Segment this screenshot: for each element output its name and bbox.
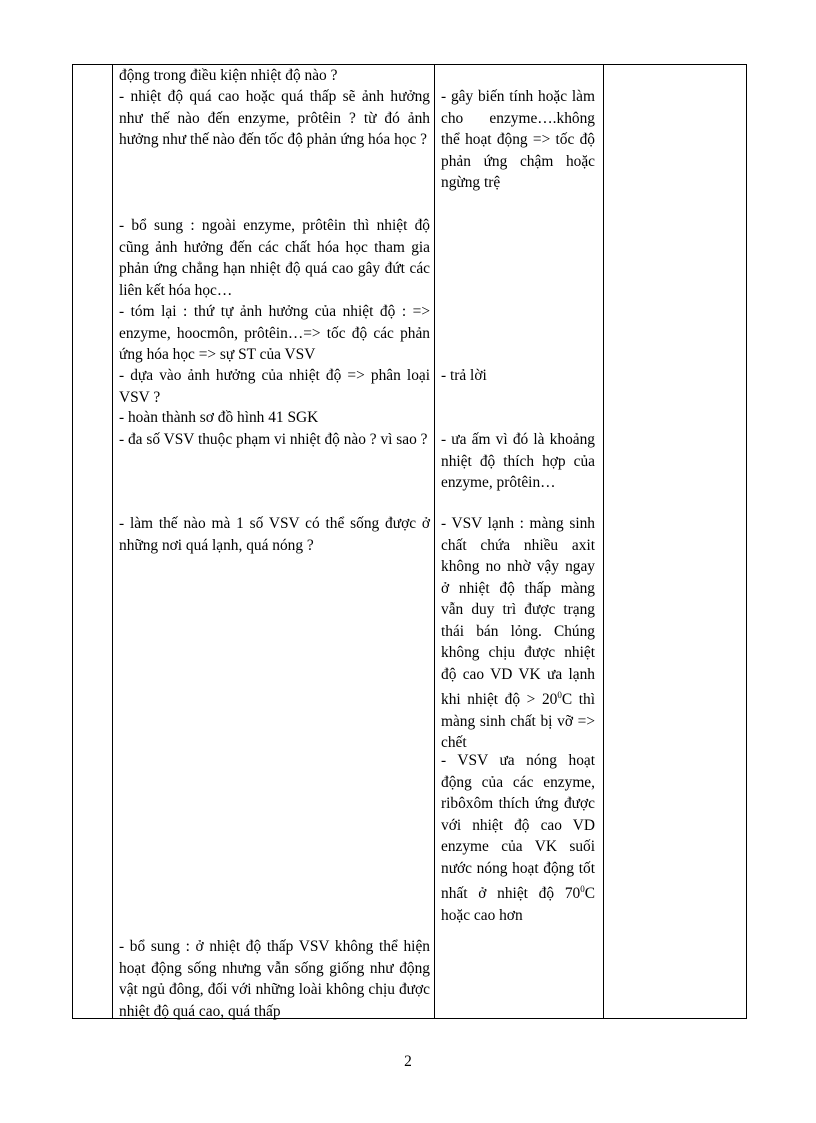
column-divider-3 <box>603 65 604 1018</box>
teacher-activity-column <box>119 65 430 1018</box>
page-number: 2 <box>404 1053 412 1070</box>
question-extreme-temperatures: - làm thế nào mà 1 số VSV có thể sống được ở những nơi quá lạnh, quá nóng ? <box>119 515 430 554</box>
answer-reply: - trả lời <box>441 367 487 384</box>
question-classify-vsv: - dựa vào ảnh hưởng của nhiệt độ => phân loại VSV ? <box>119 367 430 406</box>
answer-denaturation: - gây biến tính hoặc làm cho enzyme….không thể hoạt động => tốc độ phản ứng chậm hoặc ngừng trệ <box>441 88 595 191</box>
answer-psychrophile <box>441 513 595 754</box>
summary-temperature-effects: - tóm lại : thứ tự ảnh hưởng của nhiệt độ : => enzyme, hoocmôn, prôtêin…=> tốc độ các phản ứng hóa học => sự ST của VSV <box>119 303 430 363</box>
thermophile-text: - VSV ưa nóng hoạt động của các enzyme, ribôxôm thích ứng được với nhiệt độ cao VD enzyme của VK suối nước nóng hoạt động tốt nhất ở nhiệt độ 70 <box>441 752 595 902</box>
student-activity-column <box>441 65 595 1018</box>
degree-superscript: 0 <box>557 690 562 700</box>
column-divider-2 <box>434 65 435 1018</box>
column-divider-1 <box>112 65 113 1018</box>
answer-thermophile <box>441 750 595 926</box>
supplement-hibernation: - bổ sung : ở nhiệt độ thấp VSV không thể hiện hoạt động sống nhưng vẫn sống giống như động vật ngủ đông, đối với những loài không chịu được nhiệt độ quá cao, quá thấp <box>119 938 430 1020</box>
task-complete-diagram: - hoàn thành sơ đồ hình 41 SGK <box>119 409 319 426</box>
psychrophile-text-tail: C thì màng sinh chất bị vỡ => chết <box>441 691 595 751</box>
question-temperature-condition: động trong điều kiện nhiệt độ nào ? <box>119 67 338 84</box>
supplement-chemical-bonds: - bổ sung : ngoài enzyme, prôtêin thì nhiệt độ cũng ảnh hưởng đến các chất hóa học tham gia phản ứng chẳng hạn nhiệt độ quá cao gây đứt các liên kết hóa học… <box>119 217 430 299</box>
psychrophile-text: - VSV lạnh : màng sinh chất chứa nhiều axit không no nhờ vậy ngay ở nhiệt độ thấp màng vẫn duy trì được trạng thái bán lỏng. Chúng không chịu được nhiệt độ cao VD VK ưa lạnh khi nhiệt độ > 20 <box>441 515 595 708</box>
question-temperature-effect: - nhiệt độ quá cao hoặc quá thấp sẽ ảnh hưởng như thế nào đến enzyme, prôtêin ? từ đó ảnh hưởng như thế nào đến tốc độ phản ứng hóa học ? <box>119 88 430 148</box>
answer-mesophile: - ưa ấm vì đó là khoảng nhiệt độ thích hợp của enzyme, prôtêin… <box>441 431 595 491</box>
lesson-table <box>72 64 747 1019</box>
question-temperature-range: - đa số VSV thuộc phạm vi nhiệt độ nào ? vì sao ? <box>119 431 428 448</box>
thermophile-text-tail: C hoặc cao hơn <box>441 885 595 924</box>
degree-superscript: 0 <box>580 884 585 894</box>
